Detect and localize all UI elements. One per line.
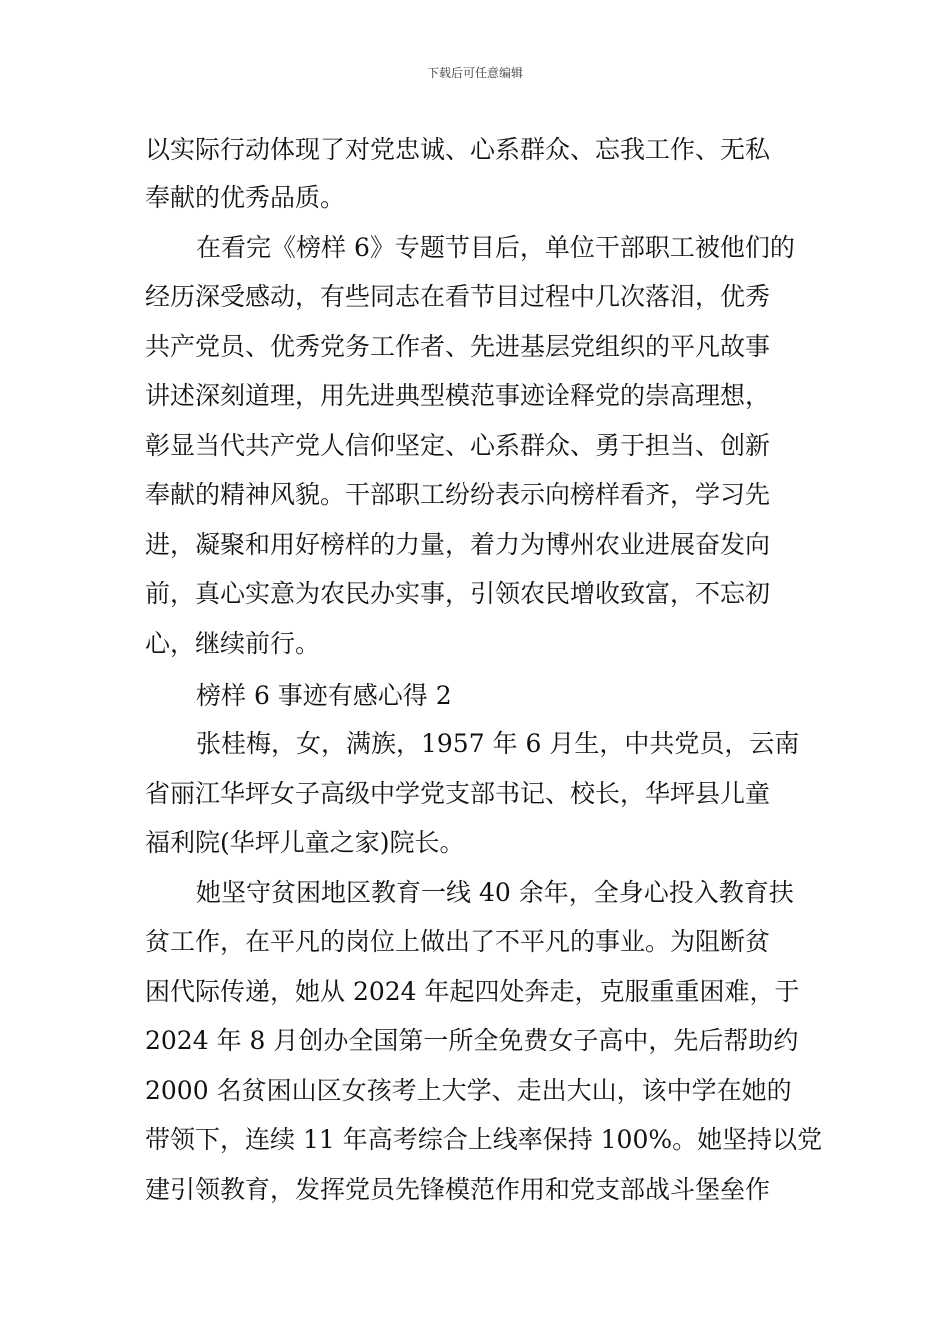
body-text-line: 带领下，连续 11 年高考综合上线率保持 100%。她坚持以党 bbox=[145, 1125, 823, 1154]
body-text-line: 讲述深刻道理，用先进典型模范事迹诠释党的崇高理想， bbox=[145, 381, 771, 410]
body-text-line: 彰显当代共产党人信仰坚定、心系群众、勇于担当、创新 bbox=[145, 431, 771, 460]
body-text-line: 以实际行动体现了对党忠诚、心系群众、忘我工作、无私 bbox=[145, 135, 771, 164]
body-text-line: 进，凝聚和用好榜样的力量，着力为博州农业进展奋发向 bbox=[145, 530, 771, 559]
body-text-line: 心，继续前行。 bbox=[145, 629, 321, 658]
body-text-line: 经历深受感动，有些同志在看节目过程中几次落泪，优秀 bbox=[145, 282, 771, 311]
body-text-line: 2000 名贫困山区女孩考上大学、走出大山，该中学在她的 bbox=[145, 1076, 792, 1105]
body-text-line: 困代际传递，她从 2024 年起四处奔走，克服重重困难，于 bbox=[145, 977, 800, 1006]
body-text-line: 贫工作，在平凡的岗位上做出了不平凡的事业。为阻断贫 bbox=[145, 927, 771, 956]
body-text-line: 前，真心实意为农民办实事，引领农民增收致富，不忘初 bbox=[145, 579, 771, 608]
body-text-line: 张桂梅，女，满族，1957 年 6 月生，中共党员，云南 bbox=[196, 729, 800, 758]
body-text-line: 建引领教育，发挥党员先锋模范作用和党支部战斗堡垒作 bbox=[145, 1175, 771, 1204]
section-heading: 榜样 6 事迹有感心得 2 bbox=[196, 681, 452, 710]
body-text-line: 福利院(华坪儿童之家)院长。 bbox=[145, 828, 465, 857]
body-text-line: 省丽江华坪女子高级中学党支部书记、校长，华坪县儿童 bbox=[145, 779, 771, 808]
body-text-line: 2024 年 8 月创办全国第一所全免费女子高中，先后帮助约 bbox=[145, 1026, 799, 1055]
body-text-line: 奉献的优秀品质。 bbox=[145, 183, 346, 212]
body-text-line: 共产党员、优秀党务工作者、先进基层党组织的平凡故事 bbox=[145, 332, 771, 361]
body-text-line: 她坚守贫困地区教育一线 40 余年，全身心投入教育扶 bbox=[196, 878, 794, 907]
body-text-line: 在看完《榜样 6》专题节目后，单位干部职工被他们的 bbox=[196, 233, 795, 262]
header-note: 下载后可任意编辑 bbox=[426, 66, 523, 80]
body-text-line: 奉献的精神风貌。干部职工纷纷表示向榜样看齐，学习先 bbox=[145, 480, 771, 509]
